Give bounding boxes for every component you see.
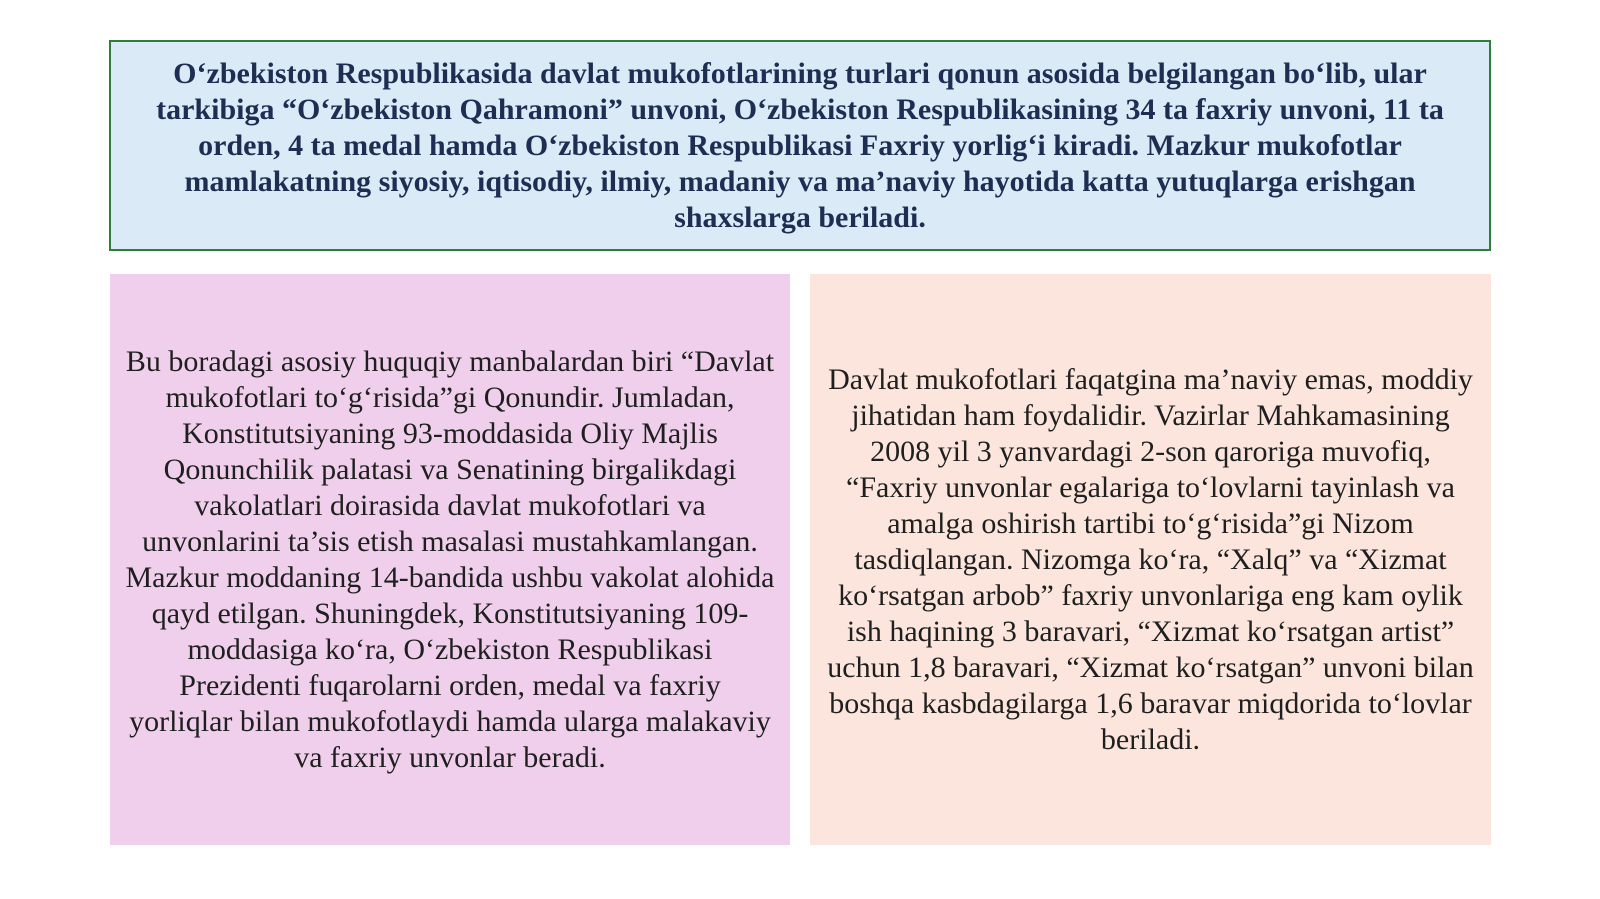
legal-basis-text: Bu boradagi asosiy huquqiy manbalardan biri “Davlat mukofotlari to‘g‘risida”gi Qonundir. Jumladan, Konstitutsiyaning 93-moddasida Oliy Majlis Qonunchilik palatasi va Senatining birgalikdagi vakolatlari doirasida davlat mukofotlari va unvonlarini ta’sis etish masalasi mustahkamlangan. Mazkur moddaning 14-bandida ushbu vakolat alohida qayd etilgan. Shuningdek, Konstitutsiyaning 109-moddasiga ko‘ra, O‘zbekiston Respublikasi Prezidenti fuqarolarni orden, medal va faxriy yorliqlar bilan mukofotlaydi hamda ularga malakaviy va faxriy unvonlar beradi. [125, 344, 775, 774]
material-benefits-panel [810, 274, 1491, 845]
summary-panel [109, 40, 1491, 251]
material-benefits-text: Davlat mukofotlari faqatgina ma’naviy emas, moddiy jihatidan ham foydalidir. Vazirlar Mahkamasining 2008 yil 3 yanvardagi 2-son qaroriga muvofiq, “Faxriy unvonlar egalariga to‘lovlarni tayinlash va amalga oshirish tartibi to‘g‘risida”gi Nizom tasdiqlangan. Nizomga ko‘ra, “Xalq” va “Xizmat ko‘rsatgan arbob” faxriy unvonlariga eng kam oylik ish haqining 3 baravari, “Xizmat ko‘rsatgan artist” uchun 1,8 baravari, “Xizmat ko‘rsatgan” unvoni bilan boshqa kasbdagilarga 1,6 baravar miqdorida to‘lovlar beriladi. [827, 362, 1474, 756]
legal-basis-panel [110, 274, 790, 845]
summary-text: O‘zbekiston Respublikasida davlat mukofotlarining turlari qonun asosida belgilangan bo‘lib, ular tarkibiga “O‘zbekiston Qahramoni” unvoni, O‘zbekiston Respublikasining 34 ta faxriy unvoni, 11 ta orden, 4 ta medal hamda O‘zbekiston Respublikasi Faxriy yorlig‘i kiradi. Mazkur mukofotlar mamlakatning siyosiy, iqtisodiy, ilmiy, madaniy va ma’naviy hayotida katta yutuqlarga erishgan shaxslarga beriladi. [156, 56, 1444, 234]
